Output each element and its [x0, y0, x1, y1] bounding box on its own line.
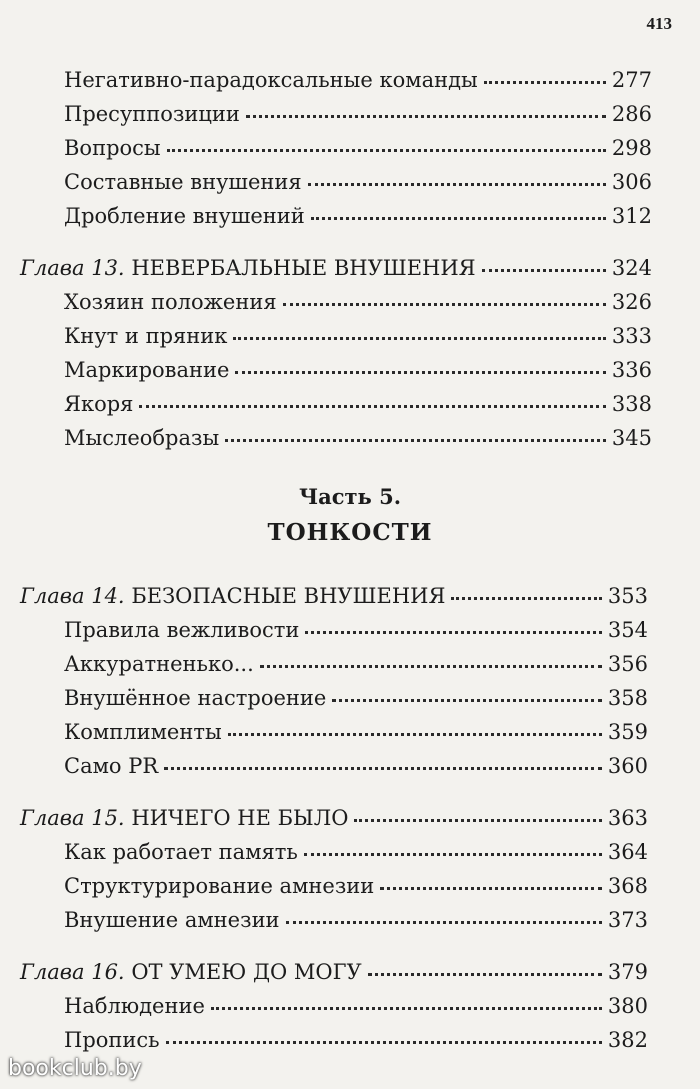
- toc-entry-title: Составные внушения: [64, 170, 302, 194]
- toc-entry-title: Пресуппозиции: [64, 102, 240, 126]
- toc-entry: [0, 1018, 700, 1052]
- toc-entry: [0, 280, 700, 314]
- toc-entry-title: Аккуратненько...: [64, 652, 254, 676]
- leader-dots: [311, 217, 606, 220]
- toc-entry-page: 306: [611, 170, 652, 194]
- toc-entry: [0, 984, 700, 1018]
- toc-entry-page: 380: [607, 994, 648, 1018]
- toc-entry-page: 373: [607, 908, 648, 932]
- part-heading: [0, 450, 700, 574]
- toc-entry-title: Комплименты: [64, 720, 222, 744]
- toc-entry-page: 358: [607, 686, 648, 710]
- toc-entry-title: Как работает память: [64, 840, 298, 864]
- toc-entry: [0, 314, 700, 348]
- toc-entry: [0, 676, 700, 710]
- toc-entry-title: Кнут и пряник: [64, 324, 228, 348]
- leader-dots: [482, 269, 606, 272]
- toc-entry-title: Дробление внушений: [64, 204, 305, 228]
- chapter-page: 324: [611, 256, 652, 280]
- toc-entry-title: Негативно-парадоксальные команды: [64, 68, 478, 92]
- chapter-prefix: Глава 16.: [20, 960, 125, 984]
- toc-entry-page: 326: [611, 290, 652, 314]
- toc-entry: [0, 744, 700, 778]
- toc-entry-page: 338: [611, 392, 652, 416]
- toc-entry-page: 359: [607, 720, 648, 744]
- leader-dots: [260, 665, 602, 668]
- toc-entry: [0, 416, 700, 450]
- leader-dots: [228, 733, 602, 736]
- toc-entry-page: 345: [611, 426, 652, 450]
- part-title: ТОНКОСТИ: [267, 519, 433, 546]
- toc-entry-title: Мыслеобразы: [64, 426, 220, 450]
- leader-dots: [308, 183, 606, 186]
- toc-entry-title: Само PR: [64, 754, 159, 778]
- toc-entry-page: 312: [611, 204, 652, 228]
- toc-entry-page: 382: [607, 1028, 648, 1052]
- toc-entry: [0, 58, 700, 92]
- page-number: 413: [646, 14, 672, 33]
- toc-entry: [0, 864, 700, 898]
- chapter-page: 363: [607, 806, 648, 830]
- toc-entry: [0, 126, 700, 160]
- leader-dots: [164, 767, 602, 770]
- toc-entry-title: Внушение амнезии: [64, 908, 280, 932]
- leader-dots: [167, 149, 606, 152]
- leader-dots: [283, 303, 606, 306]
- toc-entry-title: Пропись: [64, 1028, 160, 1052]
- leader-dots: [368, 973, 602, 976]
- toc-entry-title: Хозяин положения: [64, 290, 277, 314]
- chapter-title: НИЧЕГО НЕ БЫЛО: [131, 806, 349, 830]
- toc-entry-title: Наблюдение: [64, 994, 205, 1018]
- toc-entry: [0, 92, 700, 126]
- toc-entry: [0, 348, 700, 382]
- toc-entry: [0, 898, 700, 932]
- chapter-page: 379: [607, 960, 648, 984]
- chapter-page: 353: [607, 584, 648, 608]
- leader-dots: [354, 819, 601, 822]
- toc-entry: [0, 830, 700, 864]
- leader-dots: [305, 631, 602, 634]
- toc-entry: [0, 710, 700, 744]
- leader-dots: [484, 81, 606, 84]
- leader-dots: [332, 699, 602, 702]
- part-label: Часть 5.: [298, 484, 402, 509]
- toc-entry: [0, 160, 700, 194]
- leader-dots: [166, 1041, 602, 1044]
- leader-dots: [211, 1007, 602, 1010]
- toc-entry-title: Вопросы: [64, 136, 161, 160]
- toc-entry-title: Правила вежливости: [64, 618, 300, 642]
- toc-entry-page: 368: [607, 874, 648, 898]
- leader-dots: [235, 371, 605, 374]
- leader-dots: [380, 887, 602, 890]
- chapter-prefix: Глава 15.: [20, 806, 125, 830]
- toc-entry: [0, 642, 700, 676]
- toc-entry-page: 336: [611, 358, 652, 382]
- leader-dots: [451, 597, 601, 600]
- toc-entry-title: Структурирование амнезии: [64, 874, 375, 898]
- toc-chapter-15: [0, 796, 700, 830]
- leader-dots: [286, 921, 602, 924]
- leader-dots: [139, 405, 605, 408]
- leader-dots: [225, 439, 606, 442]
- toc-entry-title: Внушённое настроение: [64, 686, 327, 710]
- toc-chapter-16: [0, 950, 700, 984]
- leader-dots: [246, 115, 606, 118]
- chapter-prefix: Глава 14.: [20, 584, 125, 608]
- chapter-title: ОТ УМЕЮ ДО МОГУ: [131, 960, 362, 984]
- toc-entry: [0, 608, 700, 642]
- chapter-title: НЕВЕРБАЛЬНЫЕ ВНУШЕНИЯ: [131, 256, 476, 280]
- toc-entry: [0, 194, 700, 228]
- toc-entry-page: 364: [607, 840, 648, 864]
- toc-entry-title: Якоря: [64, 392, 134, 416]
- toc-entry-page: 354: [607, 618, 648, 642]
- site-watermark: bookclub.by: [8, 1056, 142, 1081]
- toc-entry-page: 286: [611, 102, 652, 126]
- table-of-contents: [0, 58, 700, 1052]
- toc-entry-page: 333: [611, 324, 652, 348]
- toc-entry-page: 277: [611, 68, 652, 92]
- leader-dots: [233, 337, 606, 340]
- leader-dots: [304, 853, 602, 856]
- toc-entry-title: Маркирование: [64, 358, 230, 382]
- toc-entry-page: 360: [607, 754, 648, 778]
- toc-entry: [0, 382, 700, 416]
- chapter-title: БЕЗОПАСНЫЕ ВНУШЕНИЯ: [131, 584, 446, 608]
- toc-entry-page: 298: [611, 136, 652, 160]
- toc-entry-page: 356: [607, 652, 648, 676]
- toc-chapter-14: [0, 574, 700, 608]
- toc-chapter-13: [0, 246, 700, 280]
- chapter-prefix: Глава 13.: [20, 256, 125, 280]
